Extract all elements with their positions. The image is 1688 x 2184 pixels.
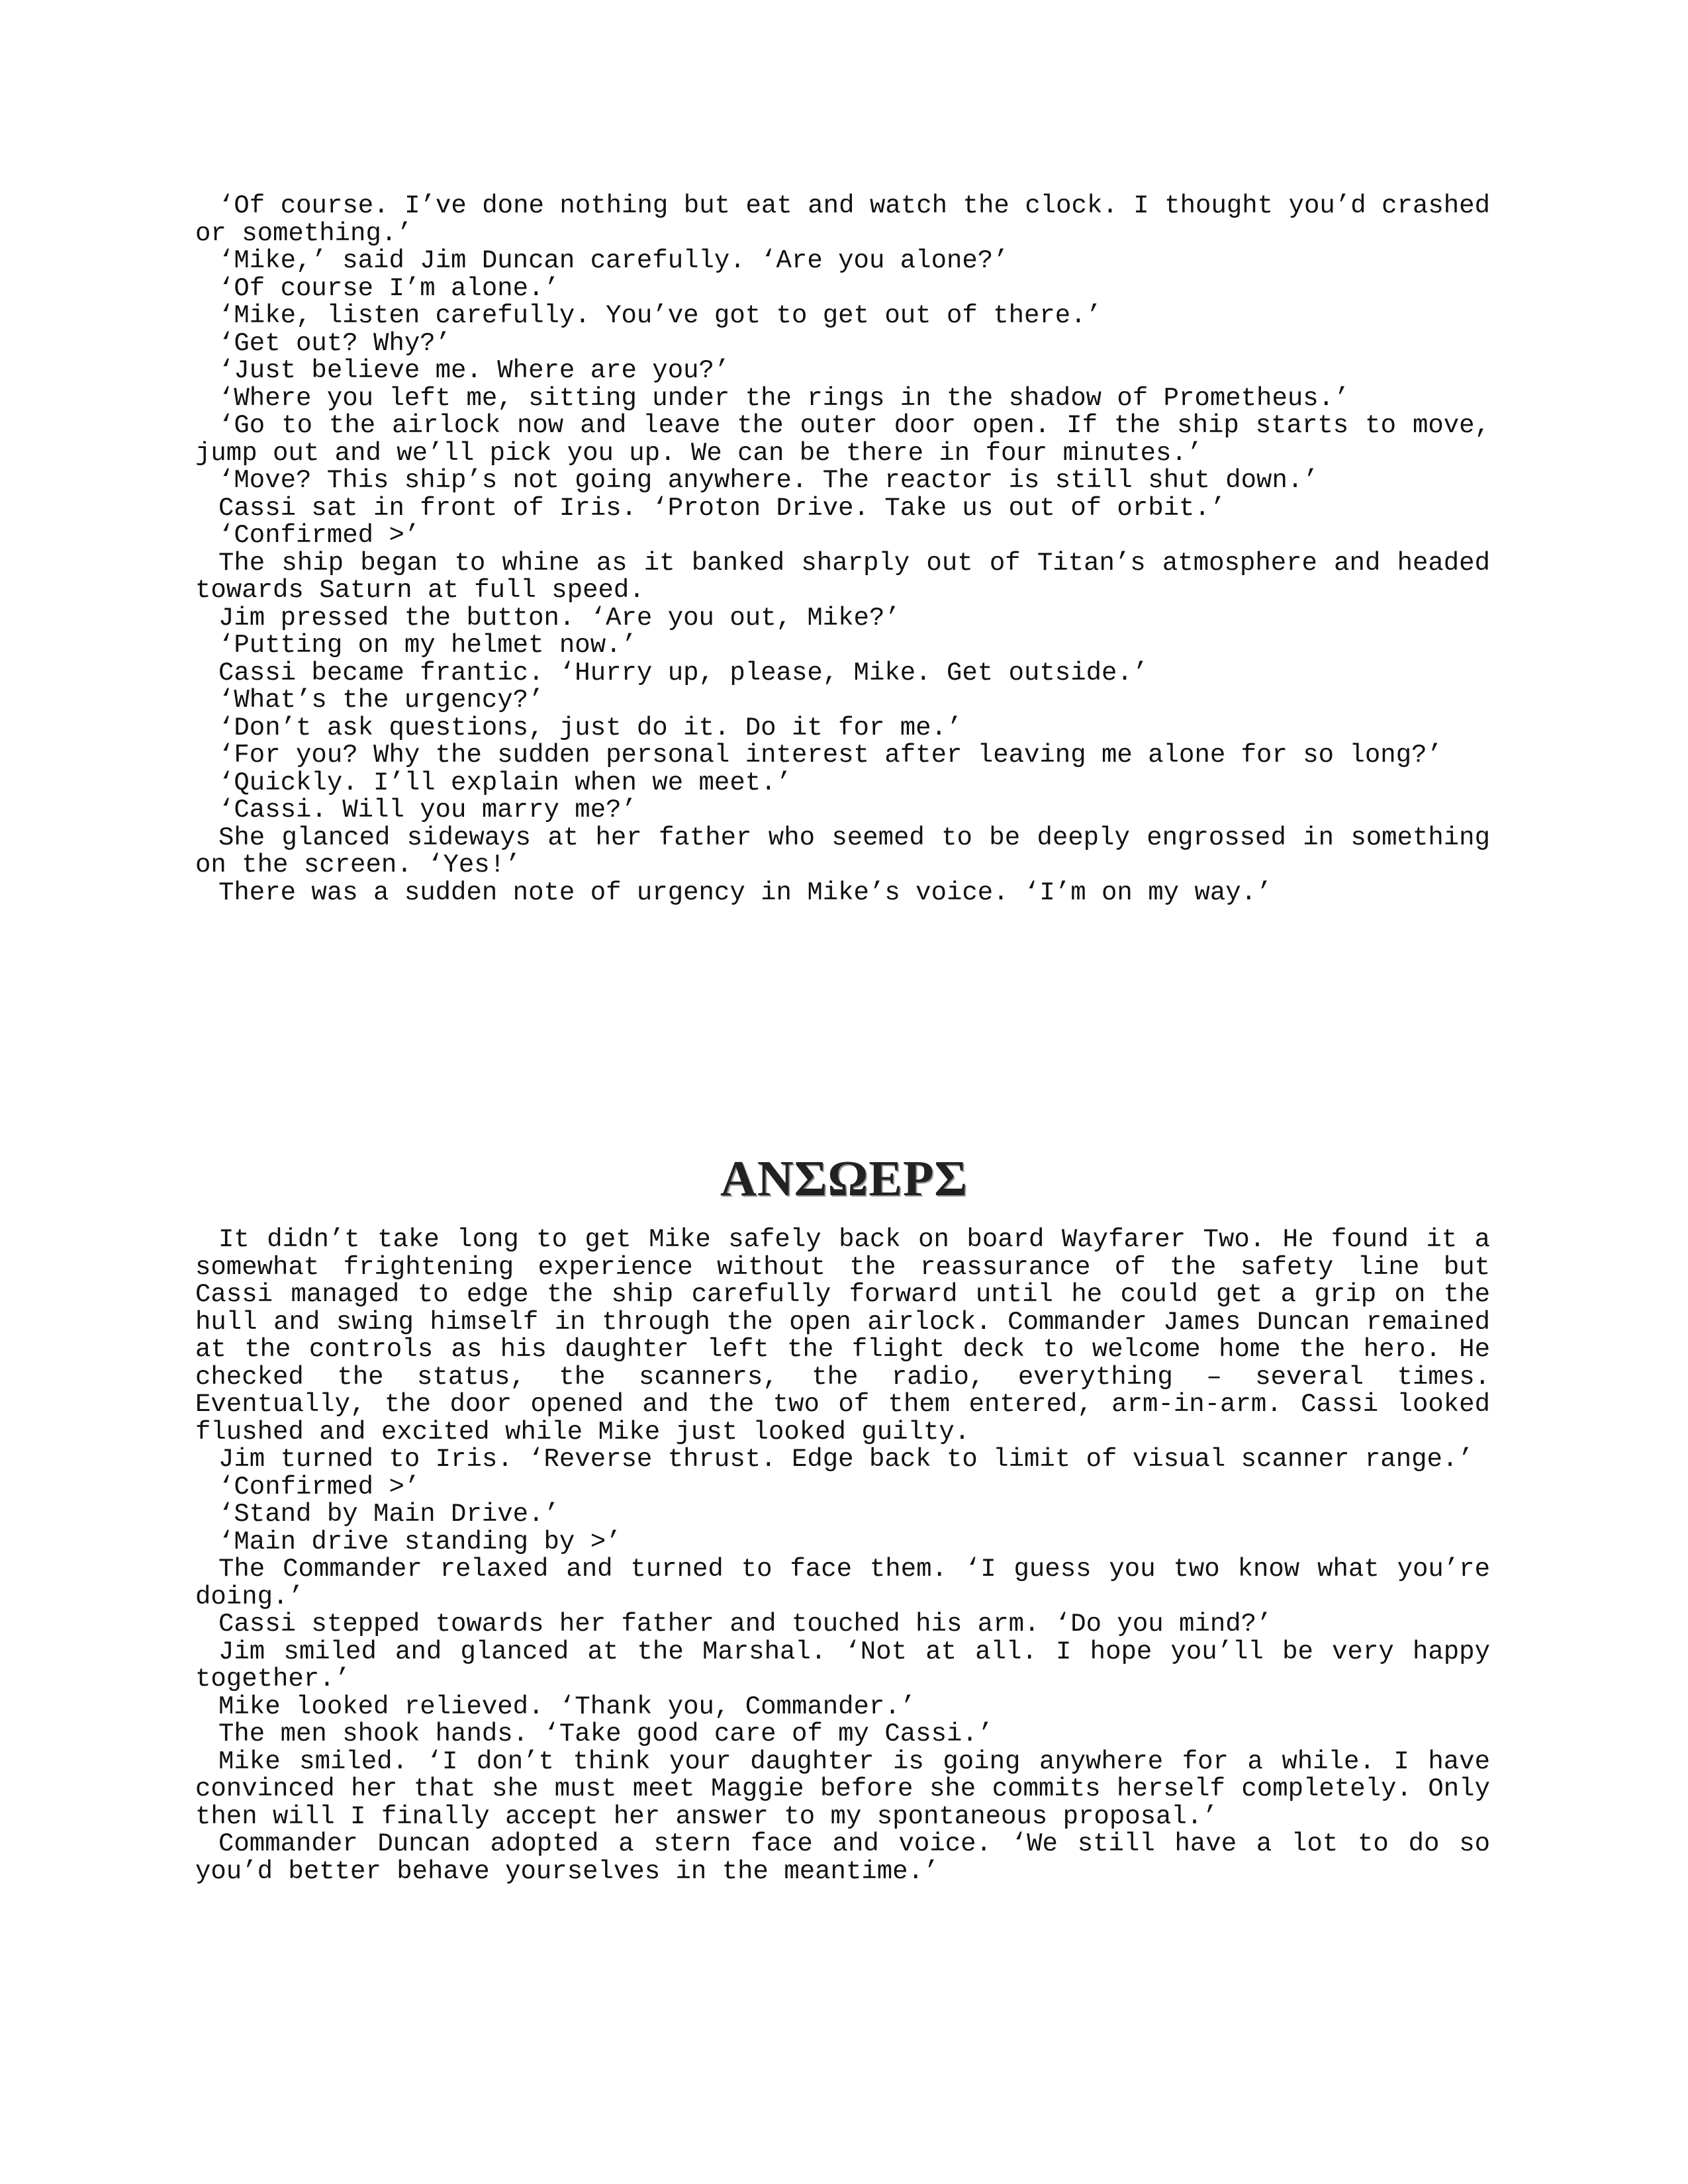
paragraph: Jim turned to Iris. ‘Reverse thrust. Edge back to limit of visual scanner range.’ — [218, 1445, 1474, 1474]
paragraph: Commander Duncan adopted a stern face and voice. ‘We still have a lot to do so you’d better behave yourselves in the meantime.’ — [195, 1829, 1490, 1886]
paragraph: ‘Stand by Main Drive.’ — [218, 1500, 559, 1529]
paragraph: Mike smiled. ‘I don’t think your daughter is going anywhere for a while. I have convinced her that she must meet Maggie before she commits herself completely. Only then will I finally accept her answer to my spontaneous proposal.’ — [195, 1747, 1490, 1831]
paragraph: ‘Main drive standing by >’ — [218, 1527, 622, 1557]
paragraph: Cassi sat in front of Iris. ‘Proton Drive. Take us out of orbit.’ — [218, 493, 1226, 523]
story-section-one — [195, 193, 1490, 907]
paragraph: Cassi stepped towards her father and touched his arm. ‘Do you mind?’ — [218, 1610, 1272, 1639]
paragraph: ‘Cassi. Will you marry me?’ — [218, 796, 637, 825]
paragraph: ‘Mike, listen carefully. You’ve got to get out of there.’ — [218, 301, 1102, 330]
paragraph: ‘Quickly. I’ll explain when we meet.’ — [218, 768, 792, 797]
paragraph: ‘Of course. I’ve done nothing but eat and watch the clock. I thought you’d crashed or something.’ — [195, 191, 1490, 248]
paragraph: ‘Confirmed >’ — [218, 1472, 420, 1502]
paragraph: ‘Putting on my helmet now.’ — [218, 631, 637, 660]
paragraph: The ship began to whine as it banked sharply out of Titan’s atmosphere and headed towards Saturn at full speed. — [195, 548, 1490, 605]
paragraph: Jim pressed the button. ‘Are you out, Mike?’ — [218, 603, 900, 633]
paragraph: There was a sudden note of urgency in Mike’s voice. ‘I’m on my way.’ — [218, 878, 1272, 907]
paragraph: ‘Move? This ship’s not going anywhere. The reactor is still shut down.’ — [218, 466, 1319, 495]
paragraph: ‘Go to the airlock now and leave the outer door open. If the ship starts to move, jump out and we’ll pick you up. We can be there in four minutes.’ — [195, 411, 1490, 468]
paragraph: ‘Where you left me, sitting under the rings in the shadow of Prometheus.’ — [218, 383, 1350, 413]
paragraph: Mike looked relieved. ‘Thank you, Commander.’ — [218, 1692, 916, 1721]
paragraph: ‘Just believe me. Where are you?’ — [218, 356, 730, 385]
paragraph: ‘Mike,’ said Jim Duncan carefully. ‘Are you alone?’ — [218, 246, 1009, 275]
story-section-two — [195, 1226, 1490, 1886]
chapter-title: ΑΝΣΩΕΡΣ — [720, 1150, 968, 1206]
paragraph: ‘What’s the urgency?’ — [218, 686, 544, 715]
paragraph: Cassi became frantic. ‘Hurry up, please, Mike. Get outside.’ — [218, 658, 1149, 688]
paragraph: ‘Get out? Why?’ — [218, 328, 451, 358]
paragraph: The men shook hands. ‘Take good care of my Cassi.’ — [218, 1719, 994, 1749]
paragraph: ‘Of course I’m alone.’ — [218, 273, 559, 303]
paragraph: It didn’t take long to get Mike safely back on board Wayfarer Two. He found it a somewhat frightening experience without the reassurance of the safety line but Cassi managed to edge the ship carefully forward until he could get a grip on the hull and swing himself in through the open airlock. Commander James Duncan remained at the controls as his daughter left the flight deck to welcome home the hero. He checked the status, the scanners, the radio, everything – several times. Eventually, the door opened and the two of them entered, arm-in-arm. Cassi looked flushed and excited while Mike just looked guilty. — [195, 1225, 1490, 1447]
paragraph: Jim smiled and glanced at the Marshal. ‘Not at all. I hope you’ll be very happy together.’ — [195, 1637, 1490, 1694]
paragraph: The Commander relaxed and turned to face them. ‘I guess you two know what you’re doing.’ — [195, 1555, 1490, 1612]
paragraph: ‘Don’t ask questions, just do it. Do it for me.’ — [218, 713, 962, 743]
paragraph: ‘Confirmed >’ — [218, 521, 420, 550]
paragraph: ‘For you? Why the sudden personal interest after leaving me alone for so long?’ — [218, 741, 1442, 770]
paragraph: She glanced sideways at her father who seemed to be deeply engrossed in something on the screen. ‘Yes!’ — [195, 823, 1490, 880]
